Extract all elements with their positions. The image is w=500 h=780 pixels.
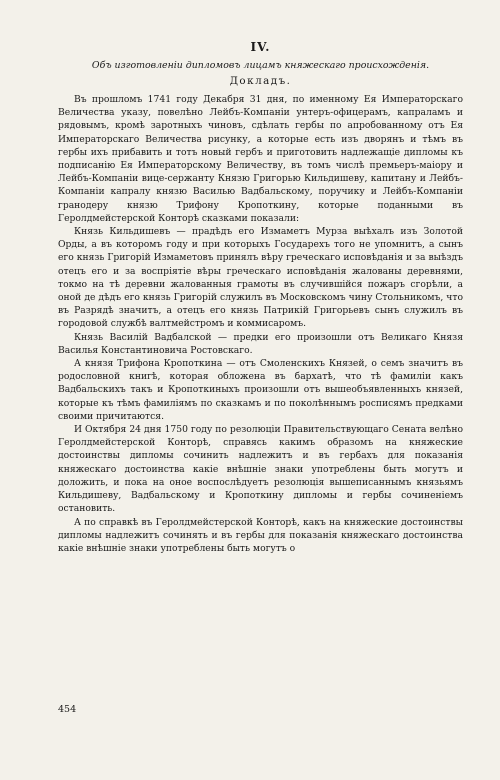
- document-page: [58, 40, 463, 555]
- page-number: 454: [58, 704, 77, 715]
- paragraph: Въ прошломъ 1741 году Декабря 31 дня, по именному Ея Императорскаго Величества указу, повелѣно Лейбъ-Компаніи унтеръ-офицерамъ, капраламъ и рядовымъ, кромѣ заротныхъ чиновъ, сдѣлать гербы по апробованному отъ Ея Императорскаго Величества рисунку, а которые есть изъ дворянъ и тѣмъ въ гербы ихъ прибавить и тотъ новый гербъ и приготовить надлежащіе дипломы къ подписанію Ея Императорскому Величеству, въ томъ числѣ премьеръ-маіору и Лейбъ-Компаніи вице-сержанту Князю Григорью Кильдишеву, капитану и Лейбъ-Компаніи капралу князю Василью Вадбальскому, поручику и Лейбъ-Компаніи гранодеру князю Трифону Кропоткину, которые поданными въ Геролдмейстерской Конторѣ сказками показали:: [58, 94, 463, 224]
- paragraph: А по справкѣ въ Геролдмейстерской Конторѣ, какъ на княжеские достоинствы дипломы надлежитъ сочинять и въ гербы для показанія княжескаго достоинства какіе внѣшніе знаки употреблены быть могутъ о: [58, 516, 463, 554]
- section-number: IV.: [250, 40, 271, 54]
- paragraph: Князь Василій Вадбалской — предки его произошли отъ Великаго Князя Василья Константиновича Ростовскаго.: [58, 331, 463, 356]
- paragraph: А князя Трифона Кропоткина — отъ Смоленскихъ Князей, о семъ значитъ въ родословной книгѣ, которая обложена въ бархатѣ, что тѣ фамиліи какъ Вадбальскихъ такъ и Кропоткиныхъ произошли отъ вышеобъявленныхъ князей, которые къ тѣмъ фамиліямъ по сказкамъ и по поколѣннымъ росписямъ предками своими причитаются.: [58, 358, 463, 422]
- paragraph: Князь Кильдишевъ — прадѣдъ его Измаметъ Мурза выѣхалъ изъ Золотой Орды, а въ которомъ году и при которыхъ Государехъ того не упомнитъ, а сынъ его князь Григорій Измаметовъ принялъ вѣру греческаго исповѣданія и за выѣздъ отецъ его и за воспріятіе вѣры греческаго исповѣданія жалованы деревнями, токмо на тѣ деревни жалованныя грамоты въ случившійся пожаръ сгорѣли, а оной де дѣдъ его князь Григорій служилъ въ Московскомъ чину Стольникомъ, что въ Разрядѣ значитъ, а отецъ его князь Патрикій Григорьевъ сынъ служилъ въ городовой службѣ валтмейстромъ и коммисаромъ.: [58, 226, 463, 330]
- report-heading: Докладъ.: [229, 75, 292, 87]
- section-subtitle: Объ изготовленіи дипломовъ лицамъ княжескаго происхожденія.: [91, 60, 430, 71]
- paragraph: И Октября 24 дня 1750 году по резолюціи Правительствующаго Сената велѣно Геролдмейстерской Конторѣ, справясь какимъ образомъ на княжеские достоинствы дипломы сочинить надлежитъ и въ гербахъ для показанія княжескаго достоинства какіе внѣшніе знаки употреблены быть могутъ и доложить, и пока на оное воспослѣдуетъ резолюція вышеписаннымъ князьямъ Кильдишеву, Вадбальскому и Кропоткину дипломы и гербы сочиненіемъ остановить.: [58, 424, 463, 515]
